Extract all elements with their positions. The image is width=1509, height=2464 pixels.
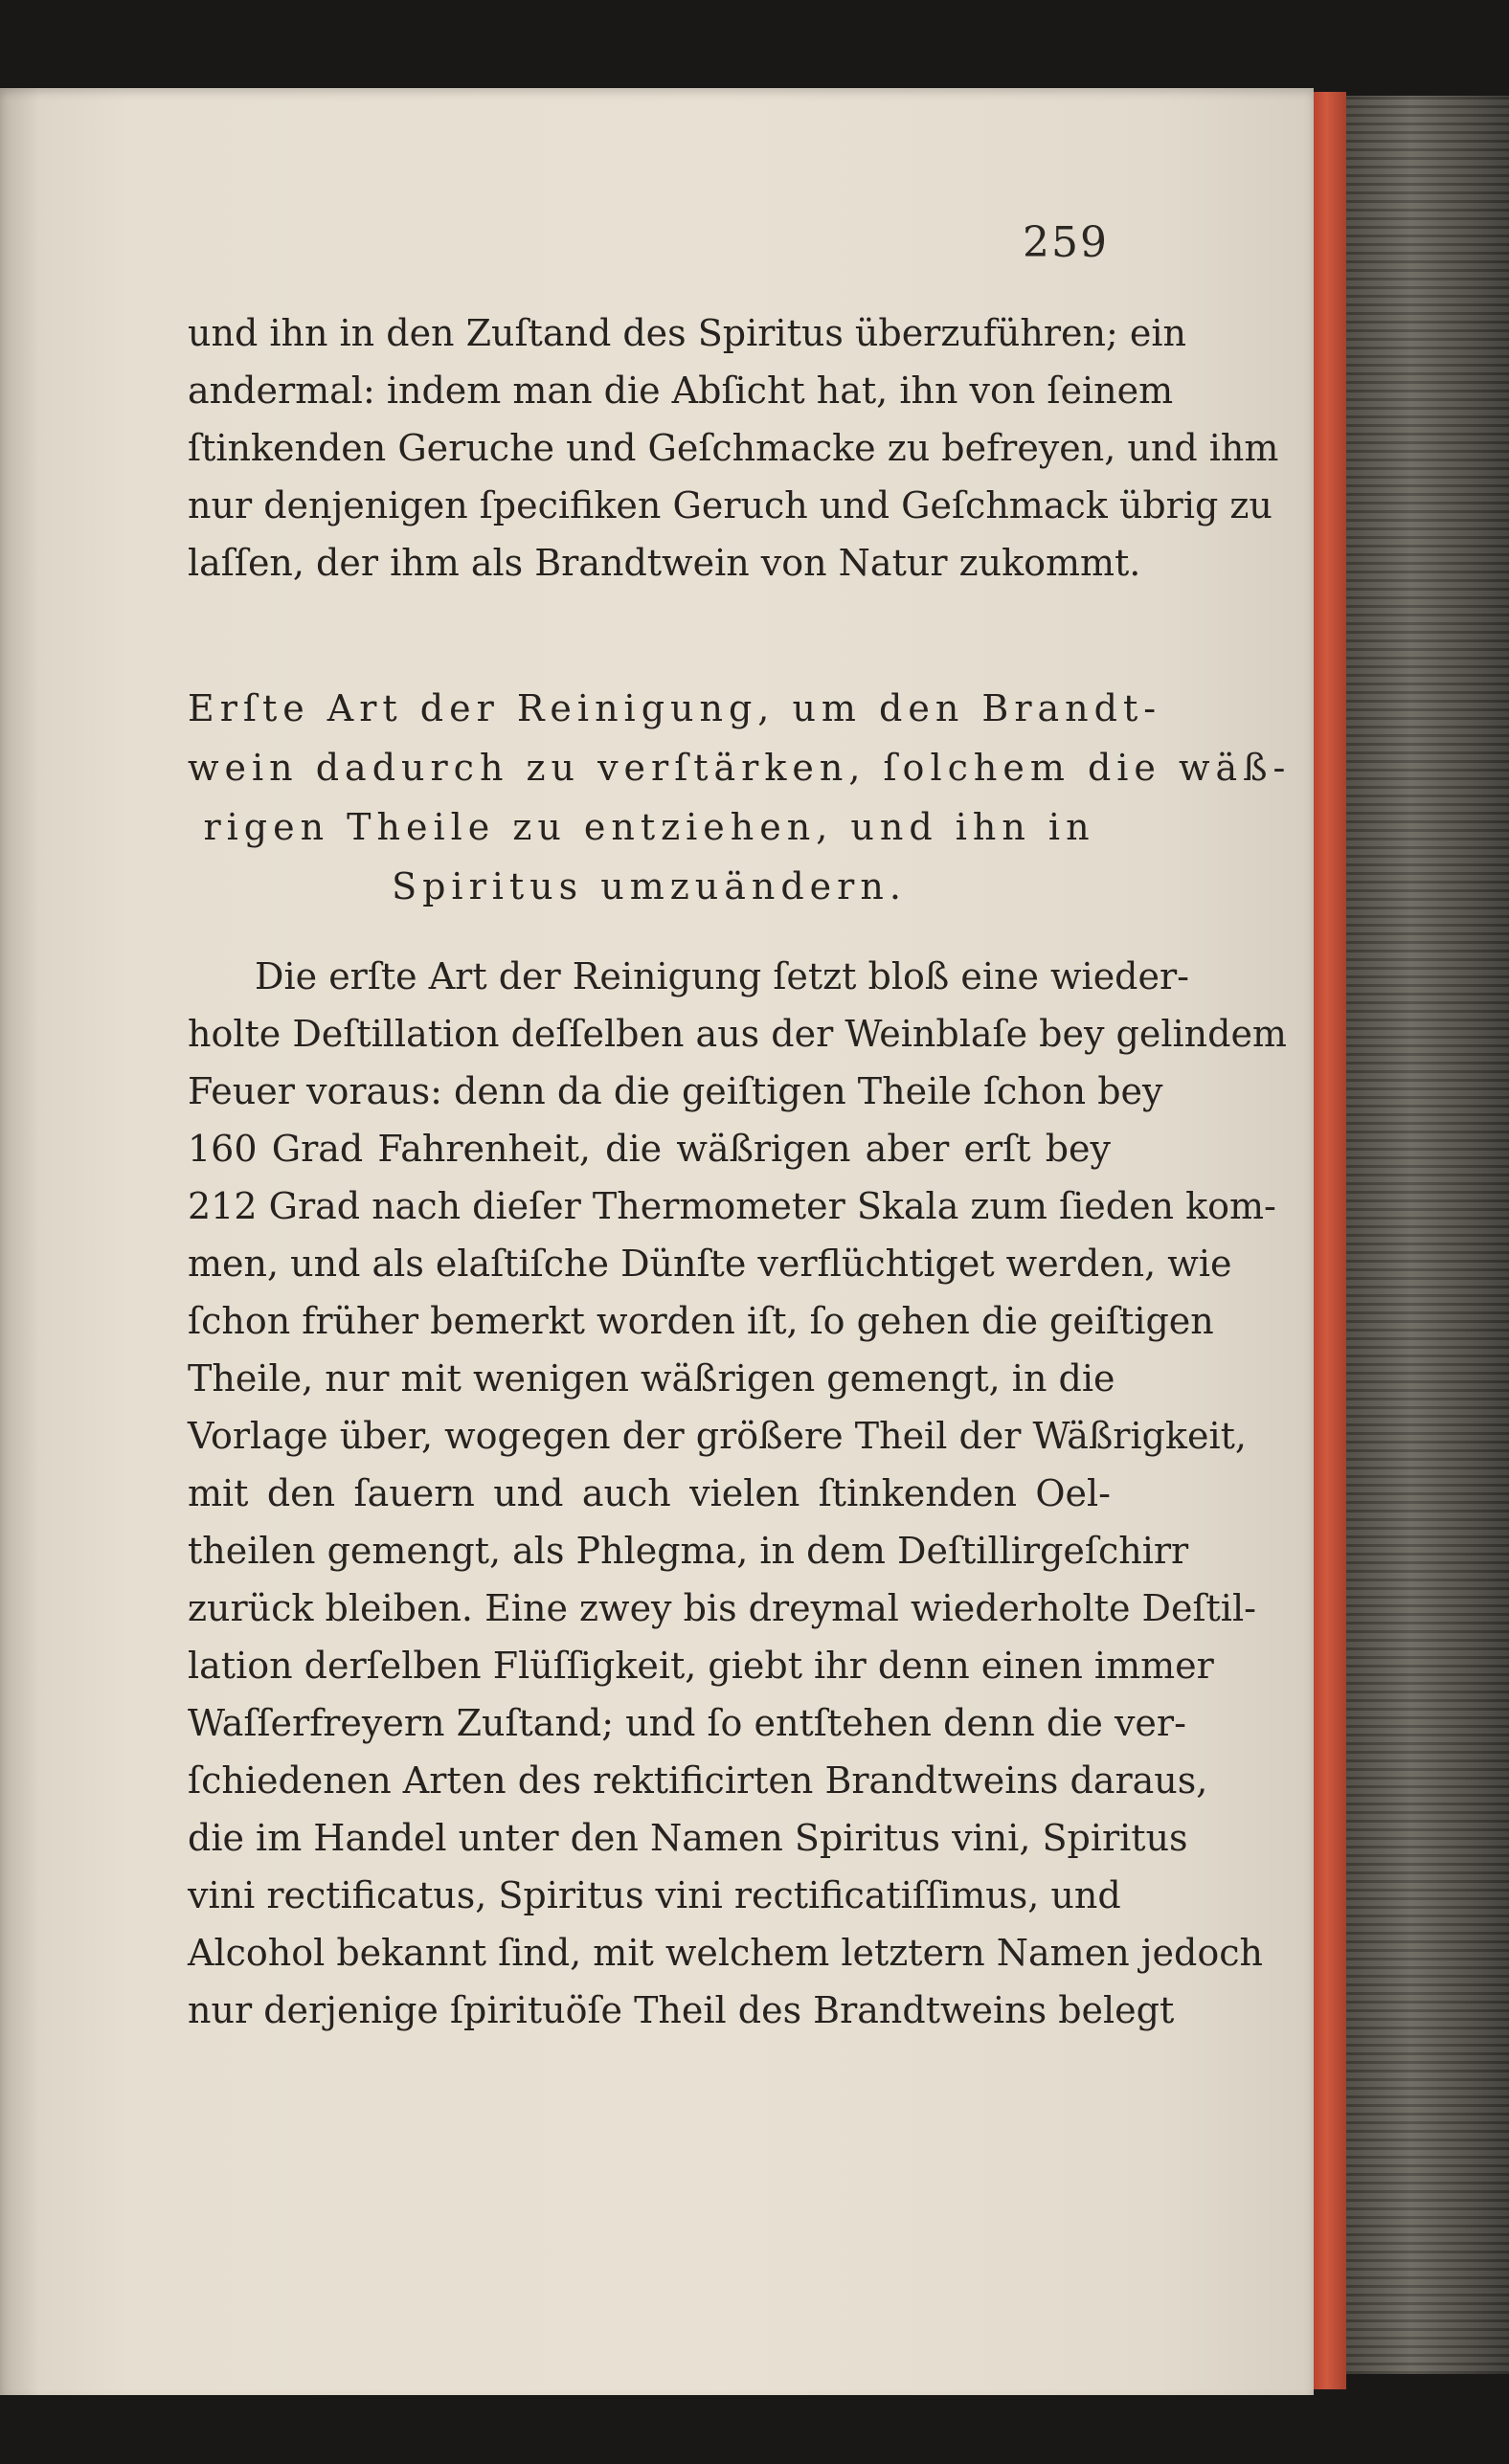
text-line: men, und als elaſtiſche Dünſte verflüchtiget werden, wie bbox=[188, 1243, 1232, 1285]
text-line: Die erſte Art der Reinigung ſetzt bloß eine wieder- bbox=[255, 955, 1189, 997]
text-line: die im Handel unter den Namen Spiritus vini, Spiritus bbox=[188, 1817, 1188, 1859]
text-line: und ihn in den Zuſtand des Spiritus überzuführen; ein bbox=[188, 312, 1186, 354]
text-line: Vorlage über, wogegen der größere Theil der Wäßrigkeit, bbox=[188, 1415, 1247, 1457]
text-line: Theile, nur mit wenigen wäßrigen gemengt, in die bbox=[188, 1357, 1115, 1400]
text-line: nur derjenige ſpirituöſe Theil des Brandtweins belegt bbox=[188, 1989, 1175, 2031]
text-line: 212 Grad nach dieſer Thermometer Skala zum ſieden kom- bbox=[188, 1185, 1276, 1227]
text-line: zurück bleiben. Eine zwey bis dreymal wiederholte Deſtil- bbox=[188, 1587, 1256, 1629]
page-number: 259 bbox=[1023, 218, 1109, 267]
red-page-edge bbox=[1314, 92, 1346, 2389]
section-heading-line: Erſte Art der Reinigung, um den Brandt- bbox=[188, 687, 1162, 729]
section-heading-line: wein dadurch zu verſtärken, ſolchem die wäß- bbox=[188, 747, 1292, 789]
text-line: ſtinkenden Geruche und Geſchmacke zu befreyen, und ihm bbox=[188, 427, 1279, 469]
text-line: Alcohol bekannt ſind, mit welchem letztern Namen jedoch bbox=[188, 1932, 1263, 1974]
section-heading-line: rigen Theile zu entziehen, und ihn in bbox=[203, 806, 1095, 848]
text-line: andermal: indem man die Abſicht hat, ihn von ſeinem bbox=[188, 370, 1174, 412]
section-heading-line: Spiritus umzuändern. bbox=[392, 865, 907, 907]
text-line: vini rectificatus, Spiritus vini rectificatiſſimus, und bbox=[188, 1874, 1121, 1916]
text-line: mit den ſauern und auch vielen ſtinkenden Oel- bbox=[188, 1472, 1111, 1514]
text-line: 160 Grad Fahrenheit, die wäßrigen aber erſt bey bbox=[188, 1128, 1111, 1170]
text-line: theilen gemengt, als Phlegma, in dem Deſtillirgeſchirr bbox=[188, 1530, 1189, 1572]
book-cover bbox=[1346, 96, 1509, 2374]
text-line: nur denjenigen ſpecifiken Geruch und Geſchmack übrig zu bbox=[188, 484, 1273, 526]
text-line: Waſſerfreyern Zuſtand; und ſo entſtehen denn die ver- bbox=[188, 1702, 1186, 1744]
text-line: lation derſelben Flüſſigkeit, giebt ihr denn einen immer bbox=[188, 1645, 1214, 1687]
text-line: laſſen, der ihm als Brandtwein von Natur zukommt. bbox=[188, 542, 1141, 584]
text-line: ſchiedenen Arten des rektificirten Brandtweins daraus, bbox=[188, 1759, 1208, 1802]
text-line: ſchon früher bemerkt worden iſt, ſo gehen die geiſtigen bbox=[188, 1300, 1214, 1342]
text-line: Feuer voraus: denn da die geiſtigen Theile ſchon bey bbox=[188, 1070, 1163, 1112]
text-line: holte Deſtillation deſſelben aus der Weinblaſe bey gelindem bbox=[188, 1013, 1287, 1055]
